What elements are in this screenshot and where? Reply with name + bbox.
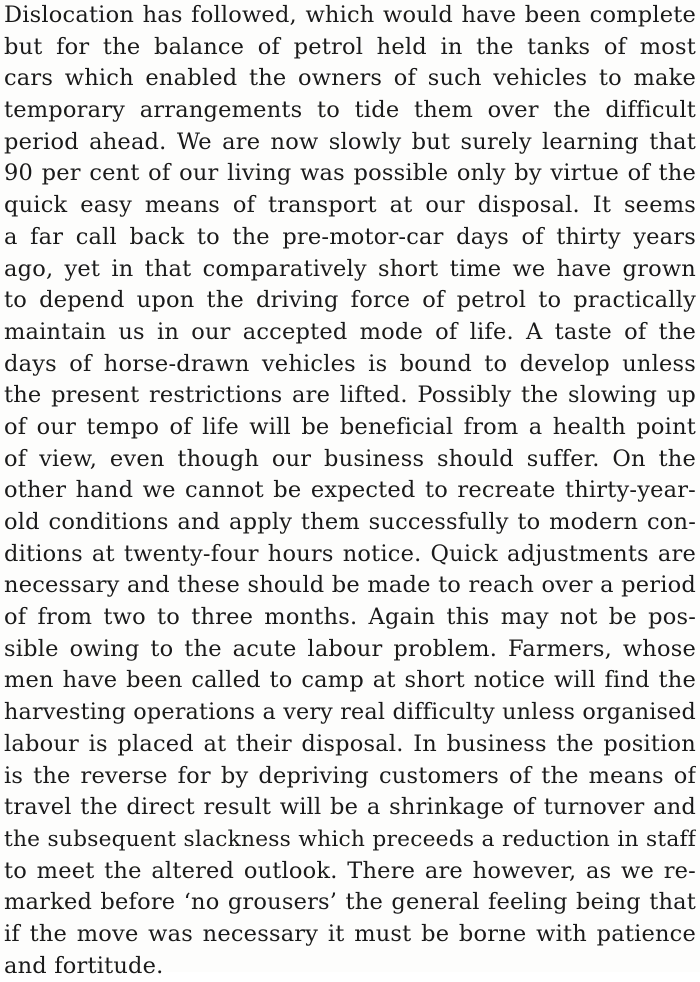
text-line: to meet the altered outlook. There are however, as we re- <box>4 857 696 884</box>
text-line: maintain us in our accepted mode of life. A taste of the <box>4 318 696 345</box>
text-line: labour is placed at their disposal. In business the position <box>4 730 696 757</box>
text-line: marked before ‘no grousers’ the general feeling being that <box>4 889 696 916</box>
text-line: temporary arrangements to tide them over the difficult <box>4 97 696 124</box>
text-line: is the reverse for by depriving customers of the means of <box>4 762 696 789</box>
text-line: sible owing to the acute labour problem. Farmers, whose <box>4 635 696 662</box>
text-line: to depend upon the driving force of petrol to practically <box>4 287 696 314</box>
text-line: if the move was necessary it must be borne with patience <box>4 920 696 947</box>
text-line: travel the direct result will be a shrinkage of turnover and <box>4 794 696 821</box>
text-line: of from two to three months. Again this may not be pos- <box>4 604 696 631</box>
body-paragraph <box>4 0 696 982</box>
text-line: quick easy means of transport at our disposal. It seems <box>4 192 696 219</box>
text-line: the present restrictions are lifted. Possibly the slowing up <box>4 382 696 409</box>
text-line: cars which enabled the owners of such vehicles to make <box>4 65 696 92</box>
text-line: period ahead. We are now slowly but surely learning that <box>4 128 696 155</box>
text-line: of view, even though our business should suffer. On the <box>4 445 696 472</box>
text-line: men have been called to camp at short notice will find the <box>4 667 696 694</box>
text-line: old conditions and apply them successfully to modern con- <box>4 509 696 535</box>
text-line: 90 per cent of our living was possible only by virtue of the <box>4 160 696 187</box>
text-line: and fortitude. <box>4 952 164 979</box>
text-line: days of horse-drawn vehicles is bound to develop unless <box>4 350 696 377</box>
text-line: necessary and these should be made to reach over a period <box>4 572 696 599</box>
text-line: a far call back to the pre-motor-car days of thirty years <box>4 223 696 250</box>
text-line: ditions at twenty-four hours notice. Quick adjustments are <box>4 540 696 567</box>
text-line: Dislocation has followed, which would have been complete <box>4 2 696 28</box>
text-line: the subsequent slackness which preceeds a reduction in staff <box>4 826 696 852</box>
text-line: of our tempo of life will be beneficial from a health point <box>4 413 696 440</box>
text-line: other hand we cannot be expected to recreate thirty-year- <box>4 477 696 504</box>
text-line: harvesting operations a very real difficulty unless organised <box>4 699 696 726</box>
text-line: ago, yet in that comparatively short time we have grown <box>4 255 696 282</box>
text-line: but for the balance of petrol held in the tanks of most <box>4 33 696 60</box>
